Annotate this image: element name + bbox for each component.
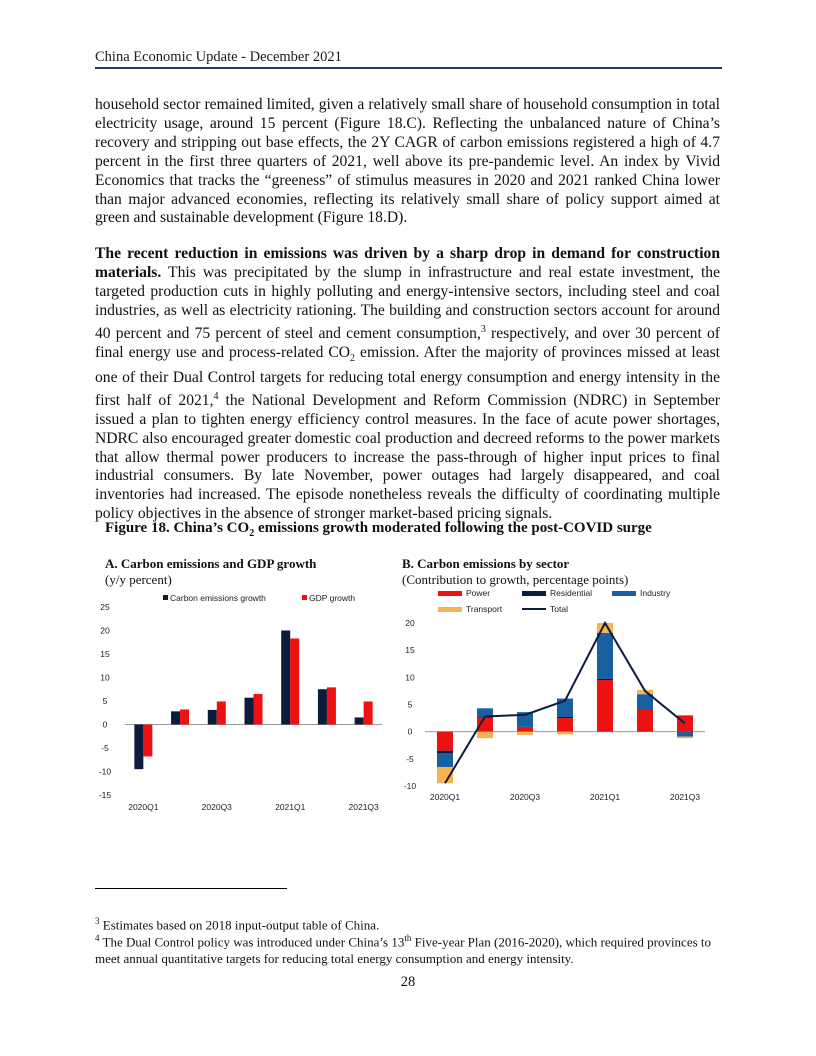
- legend-label-total: Total: [550, 604, 568, 614]
- y-tick-label: 0: [102, 719, 108, 730]
- bar-residential-2020q1: [437, 751, 453, 754]
- legend-label-power: Power: [466, 588, 491, 598]
- legend-label-residential: Residential: [550, 588, 593, 598]
- y-tick-label: 25: [100, 602, 110, 612]
- legend-label-industry: Industry: [640, 588, 671, 598]
- paragraph-1: household sector remained limited, given a relatively small share of household consumption in total electricity usage, around 15 percent (Figure 18.C). Reflecting the unbalanced nature of China’s recovery and stripping out base effects, the 2Y CAGR of carbon emissions registered a high of 4.7 percent in the first three quarters of 2021, well above its pre-pandemic level. An index by Vivid Economics that tracks the “greeness” of stimulus measures in 2020 and 2021 ranked China lower than major advanced economies, reflecting its relatively small share of policy support aimed at green and sustainable development (Figure 18.D).: [95, 96, 720, 227]
- bar-transport-2020q2: [477, 732, 493, 739]
- paragraph-2-part3: emission. After the majority of provinces missed at least one of their Dual Control targets for reducing total energy consumption and energy intensity in the first half of 2021,: [95, 343, 720, 409]
- chart-b-subtitle: (Contribution to growth, percentage points): [402, 572, 629, 587]
- y-tick-label: 10: [100, 672, 110, 683]
- y-tick-label: -10: [98, 766, 112, 777]
- x-tick-label: 2021Q3: [669, 792, 701, 802]
- legend-swatch-industry: [612, 591, 636, 596]
- paragraph-2-part4: the National Development and Reform Commission (NDRC) in September issued a plan to tighten energy efficiency control measures. In the face of acute power shortages, NDRC also encouraged greater domestic coal production and decreed reforms to the power markets that allow thermal power producers to increase the pass-through of higher input prices to final industrial consumers. By late November, power outages had largely disappeared, and coal inventories had increased. The episode nonetheless reveals the difficulty of coordinating multiple policy objectives in the absence of stronger market-based pricing signals.: [95, 391, 720, 523]
- legend-label-transport: Transport: [466, 604, 503, 614]
- paragraph-2-part1: This was precipitated by the slump in infrastructure and real estate investment, the targeted production cuts in highly polluting and energy-intensive sectors, including steel and coal industries, as well as electricity rationing. The building and construction sectors account for around 40 percent and 75 percent of steel and cement consumption,: [95, 263, 720, 342]
- chart-a-subtitle: (y/y percent): [105, 572, 172, 587]
- x-tick-label: 2021Q1: [589, 792, 621, 802]
- bar-power-2020q3: [517, 727, 533, 731]
- chart-a-title: A. Carbon emissions and GDP growth: [105, 556, 317, 571]
- bar-residential-2021q2: [637, 709, 653, 710]
- co2-subscript: 2: [350, 352, 356, 364]
- bar-residential-2021q1: [597, 679, 613, 680]
- footnote-3-text: Estimates based on 2018 input-output table of China.: [99, 917, 380, 933]
- legend-label-carbon-emissions-growth: Carbon emissions growth: [170, 593, 266, 603]
- footnote-4-th: th: [404, 933, 412, 943]
- footnote-4: [95, 930, 725, 967]
- y-tick-label: -10: [403, 781, 417, 791]
- x-tick-label: 2020Q1: [429, 792, 461, 802]
- footnote-rule: [95, 888, 287, 889]
- y-tick-label: -5: [406, 753, 414, 764]
- x-tick-label: 2021Q1: [275, 802, 306, 812]
- bar-industry-2021q3: [677, 732, 693, 737]
- footnote-4-number: 4: [95, 933, 100, 943]
- y-tick-label: 10: [405, 672, 415, 683]
- bar-power-2020q4: [557, 718, 573, 732]
- bar-transport-2020q4: [557, 732, 573, 735]
- chart-b-title: B. Carbon emissions by sector: [402, 556, 570, 571]
- bar-transport-2020q3: [517, 732, 533, 735]
- y-tick-label: 20: [405, 618, 415, 628]
- footnote-3-number: 3: [95, 916, 100, 926]
- y-tick-label: -15: [98, 790, 112, 800]
- footnote-4-text-b: Five-year Plan (2016-2020), which required provinces to meet annual quantitative targets for reducing total energy consumption and energy intensity.: [95, 934, 712, 967]
- paragraph-2-part2: respectively, and over 30 percent of final energy use and process-related CO: [95, 324, 720, 361]
- bar-power-2020q1: [437, 732, 453, 751]
- x-tick-label: 2020Q3: [201, 802, 232, 812]
- bar-industry-2020q1: [437, 753, 453, 767]
- x-tick-label: 2020Q1: [128, 802, 159, 812]
- running-header: China Economic Update - December 2021: [95, 49, 342, 65]
- legend-swatch-power: [438, 591, 462, 596]
- figure-title-pre: Figure 18. China’s CO: [105, 520, 250, 536]
- figure-title-sub: 2: [249, 528, 255, 539]
- y-tick-label: 15: [405, 645, 415, 656]
- y-tick-label: 15: [100, 649, 110, 659]
- legend-swatch-transport: [438, 607, 462, 612]
- bar-residential-2020q4: [557, 717, 573, 718]
- y-tick-label: 5: [102, 696, 108, 706]
- footnote-ref-4[interactable]: 4: [213, 390, 219, 402]
- page-number: 28: [400, 974, 416, 990]
- bar-industry-2021q1: [597, 633, 613, 679]
- bar-transport-2021q3: [677, 737, 693, 739]
- footnote-ref-3[interactable]: 3: [480, 323, 486, 335]
- bar-residential-2020q3: [517, 727, 533, 728]
- x-tick-label: 2021Q3: [348, 802, 379, 812]
- y-tick-label: -5: [101, 743, 109, 753]
- legend-label-gdp-growth: GDP growth: [309, 593, 356, 603]
- figure-title-post: emissions growth moderated following the post-COVID surge: [254, 520, 652, 536]
- bar-power-2021q1: [597, 680, 613, 732]
- bar-power-2021q2: [637, 710, 653, 732]
- footnote-4-text-a: The Dual Control policy was introduced under China’s 13: [99, 934, 405, 950]
- y-tick-label: 20: [100, 625, 110, 636]
- y-tick-label: 5: [407, 699, 413, 710]
- legend-swatch-residential: [522, 591, 546, 596]
- y-tick-label: 0: [407, 726, 413, 737]
- paragraph-2-lead: The recent reduction in emissions was driven by a sharp drop in demand for construction materials.: [95, 245, 720, 281]
- x-tick-label: 2020Q3: [509, 792, 541, 802]
